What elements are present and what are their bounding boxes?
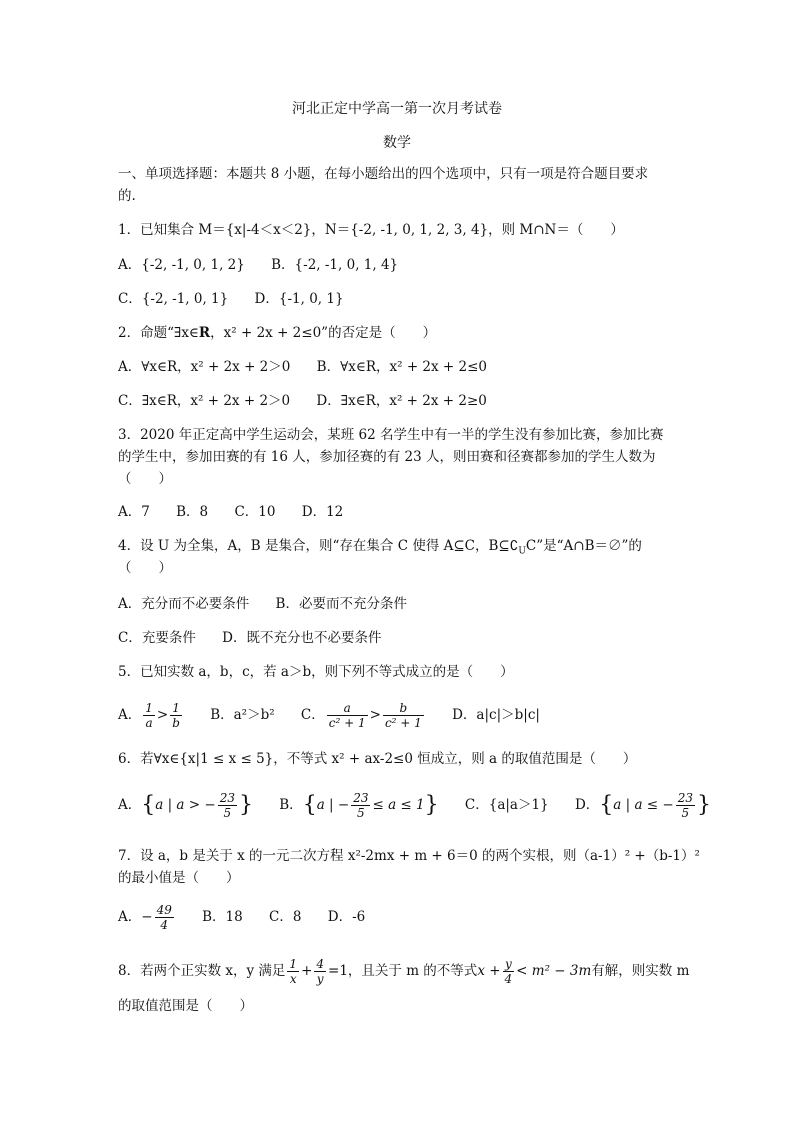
q3-stem-line3: （ ） — [118, 471, 172, 487]
q6-option-a-label: A． — [118, 797, 142, 813]
q5-option-a-label: A． — [118, 707, 142, 723]
q3-option-c: C．10 — [234, 504, 276, 520]
q8-stem-line1 — [118, 956, 689, 986]
q2-options-row1 — [118, 357, 509, 377]
q5-a-frac2-num: 1 — [170, 701, 182, 716]
q8-frac3-den: 4 — [504, 972, 513, 986]
q6-options — [118, 788, 733, 823]
q6-a-brace-open: { — [141, 792, 156, 818]
q5-option-c-label: C． — [300, 707, 325, 723]
q8-part-c2: < m² − 3m — [516, 963, 592, 979]
q5-option-d: D．a|c|＞b|c| — [452, 707, 540, 723]
section-heading-line1: 一、单项选择题：本题共 8 小题，在每小题给出的四个选项中，只有一项是符合题目要求 — [118, 166, 649, 182]
q6-b-frac-num: 23 — [353, 791, 369, 805]
q6-d-frac-num: 23 — [677, 791, 693, 805]
q6-option-c: C．{a|a＞1} — [464, 797, 549, 813]
q7-option-a-label: A．− — [118, 909, 153, 925]
q1-option-b: B．{-2, -1, 0, 1, 4} — [271, 257, 399, 273]
q8-frac2 — [314, 957, 326, 986]
q4-options-row2 — [118, 628, 403, 648]
q8-frac2-num: 4 — [316, 957, 325, 971]
q6-option-b — [279, 788, 438, 823]
q1-option-a: A．{-2, -1, 0, 1, 2} — [118, 257, 245, 273]
q7-option-d: D．-6 — [327, 909, 366, 925]
q2-option-d: D．∃x∈R，x² + 2x + 2≥0 — [316, 393, 487, 409]
q3-option-a: A．7 — [118, 504, 150, 520]
q8-part-c1: x + — [477, 963, 501, 979]
q2-stem-part1: 2．命题“∃x∈ — [118, 325, 199, 341]
q4-stem-part2: C”是“A∩B＝∅”的 — [525, 538, 642, 554]
q7-option-a — [118, 902, 176, 932]
q5-a-frac2 — [170, 701, 182, 730]
q2-options-row2 — [118, 391, 509, 411]
q6-a-brace-close: } — [238, 792, 253, 818]
q6-a-frac-num: 23 — [219, 791, 235, 805]
q3-options — [118, 502, 365, 522]
q5-c-frac2-num: b — [383, 701, 424, 716]
q7-a-frac-den: 4 — [160, 918, 169, 932]
q6-option-b-label: B． — [279, 797, 303, 813]
q3-stem-line2: 的学生中，参加田赛的有 16 人，参加径赛的有 23 人，则田赛和径赛都参加的学生人数为 — [118, 449, 656, 465]
exam-subject: 数学 — [383, 135, 411, 151]
q6-b-brace-open: { — [302, 792, 317, 818]
q6-b-frac-den: 5 — [357, 806, 365, 820]
q5-c-frac2-den: c² + 1 — [384, 716, 422, 730]
q8-frac3-num: y — [503, 957, 515, 972]
q4-option-d: D．既不充分也不必要条件 — [222, 630, 382, 646]
q8-frac1 — [287, 957, 299, 986]
q1-options-row2 — [118, 289, 366, 309]
exam-title: 河北正定中学高一第一次月考试卷 — [292, 101, 502, 117]
q7-a-frac-num: 49 — [156, 903, 172, 917]
q6-b-body2: ≤ a ≤ 1 — [372, 797, 425, 813]
q6-option-a — [118, 788, 253, 823]
q3-option-b: B．8 — [176, 504, 209, 520]
q6-d-frac — [676, 791, 695, 820]
q3-option-d: D．12 — [301, 504, 344, 520]
q1-option-d: D．{-1, 0, 1} — [254, 291, 344, 307]
q8-plus: + — [301, 963, 313, 979]
q7-stem-line2: 的最小值是（ ） — [118, 870, 240, 886]
q4-options-row1 — [118, 594, 429, 614]
q7-stem-line1: 7．设 a，b 是关于 x 的一元二次方程 x²-2mx + m + 6＝0 的两个实根，则（a-1）² +（b-1）² — [118, 848, 700, 864]
q4-stem-part1: 4．设 U 为全集，A，B 是集合，则“存在集合 C 使得 A⊆C，B⊆∁ — [118, 538, 519, 554]
q6-a-body: a | a > − — [155, 797, 216, 813]
q4-stem-line2: （ ） — [118, 560, 172, 576]
q6-d-body: a | a ≤ − — [613, 797, 674, 813]
q7-options — [118, 902, 387, 932]
q6-b-brace-close: } — [424, 792, 439, 818]
q4-option-a: A．充分而不必要条件 — [118, 596, 250, 612]
q8-part-b: =1，且关于 m 的不等式 — [328, 963, 478, 979]
q7-option-b: B．18 — [202, 909, 243, 925]
q5-option-c — [301, 700, 426, 730]
q2-stem-part2: ，x² + 2x + 2≤0”的否定是（ ） — [210, 325, 437, 341]
q6-a-frac — [218, 791, 237, 820]
q1-option-c: C．{-2, -1, 0, 1} — [118, 291, 229, 307]
q6-d-frac-den: 5 — [681, 806, 690, 820]
q5-c-frac2 — [383, 701, 424, 730]
q6-d-brace-open: { — [599, 792, 614, 818]
q8-part-d: 有解，则实数 m — [591, 963, 690, 979]
q2-option-b: B．∀x∈R，x² + 2x + 2≤0 — [316, 359, 488, 375]
q6-option-d — [575, 788, 711, 823]
q8-frac2-den: y — [316, 972, 324, 986]
q5-c-op: > — [369, 707, 381, 723]
q2-option-a: A．∀x∈R，x² + 2x + 2＞0 — [118, 359, 291, 375]
q1-stem: 1．已知集合 M＝{x|-4＜x＜2}，N＝{-2, -1, 0, 1, 2, 3, 4}，则 M∩N＝（ ） — [118, 222, 624, 238]
q2-option-c: C．∃x∈R，x² + 2x + 2＞0 — [118, 393, 291, 409]
q5-a-frac1-num: 1 — [145, 701, 153, 715]
q7-option-c: C．8 — [269, 909, 302, 925]
q6-a-frac-den: 5 — [223, 806, 232, 820]
q7-a-frac — [155, 903, 174, 932]
q5-stem: 5．已知实数 a，b，c，若 a＞b，则下列不等式成立的是（ ） — [118, 664, 514, 680]
q5-a-op: > — [156, 707, 169, 723]
q4-stem-line1 — [118, 536, 642, 562]
q8-part-a: 8．若两个正实数 x，y 满足 — [118, 963, 286, 979]
q5-a-frac1 — [143, 701, 155, 730]
q5-options — [118, 700, 562, 730]
q6-option-d-label: D． — [574, 797, 600, 813]
q5-c-frac1 — [327, 701, 368, 730]
q3-stem-line1: 3．2020 年正定高中学生运动会，某班 62 名学生中有一半的学生没有参加比赛，参加比赛 — [118, 427, 664, 443]
q4-option-c: C．充要条件 — [118, 630, 196, 646]
q2-stem — [118, 323, 436, 343]
q5-c-frac1-den: c² + 1 — [328, 716, 366, 730]
q5-option-a — [118, 700, 184, 730]
q8-stem-line2: 的取值范围是（ ） — [118, 998, 253, 1014]
q6-b-body1: a | − — [316, 797, 350, 813]
q8-frac1-num: 1 — [289, 957, 298, 971]
q5-c-frac1-num: a — [327, 701, 368, 716]
q6-b-frac — [351, 791, 370, 820]
q5-option-b: B．a²＞b² — [210, 707, 275, 723]
q5-a-frac2-den: b — [172, 716, 180, 730]
q6-stem: 6．若∀x∈{x|1 ≤ x ≤ 5}，不等式 x² + ax-2≤0 恒成立，则 a 的取值范围是（ ） — [118, 751, 637, 767]
q8-frac3 — [503, 957, 515, 986]
q4-stem-sub-U: U — [518, 546, 526, 557]
q8-frac1-den: x — [289, 972, 297, 986]
section-heading-line2: 的. — [118, 188, 136, 204]
q1-options-row1 — [118, 255, 420, 275]
q5-a-frac1-den: a — [145, 716, 153, 730]
q4-option-b: B．必要而不充分条件 — [275, 596, 407, 612]
q6-d-brace-close: } — [697, 792, 711, 818]
q2-stem-R: R — [198, 325, 211, 341]
